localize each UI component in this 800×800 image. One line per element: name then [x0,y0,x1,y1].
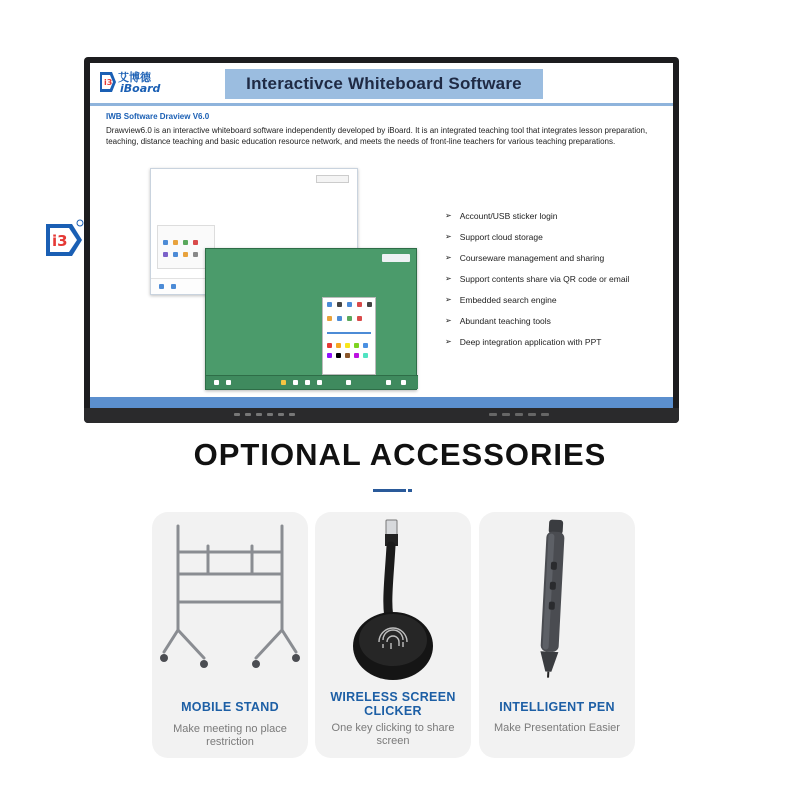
accessory-title: WIRELESS SCREEN CLICKER [330,690,456,718]
wireless-clicker-image [315,512,471,682]
accessory-description: One key clicking to share screen [331,722,455,747]
accessory-card-intelligent-pen [479,512,635,758]
software-title-band [225,69,543,99]
logo-chinese-text: 艾博德 [118,71,151,84]
display-screen [90,63,673,408]
arrow-icon: ➢ [445,295,452,304]
section-heading: OPTIONAL ACCESSORIES [193,437,607,472]
list-item: ➢ Support contents share via QR code or email [445,273,630,284]
arrow-icon: ➢ [445,211,452,220]
accessory-description: Make meeting no place restriction [173,723,287,748]
arrow-icon: ➢ [445,337,452,346]
accessory-title: MOBILE STAND [181,700,279,714]
accessory-card-wireless-clicker [315,512,471,758]
software-version-title: IWB Software Draview V6.0 [106,112,210,121]
heading-underline-dot [408,489,412,492]
heading-underline [373,489,406,492]
screen-header [90,63,673,103]
arrow-icon: ➢ [445,253,452,262]
mobile-stand-image [152,512,308,682]
list-item: ➢ Embedded search engine [445,294,557,305]
software-title: Interactivce Whiteboard Software [246,74,522,93]
header-divider [90,103,673,106]
accessory-description: Make Presentation Easier [494,722,620,734]
svg-text:i3: i3 [52,232,68,250]
interactive-display [84,57,679,423]
accessory-card-mobile-stand [152,512,308,758]
list-item: ➢ Abundant teaching tools [445,315,551,326]
whiteboard-ui-screenshot-green [205,248,417,390]
i3-badge-icon [42,218,86,262]
arrow-icon: ➢ [445,274,452,283]
front-ports [489,413,549,416]
arrow-icon: ➢ [445,316,452,325]
intelligent-pen-image [479,512,635,682]
iboard-logo-icon [98,70,118,94]
svg-text:i3: i3 [104,78,113,87]
list-item: ➢ Account/USB sticker login [445,210,558,221]
list-item: ➢ Courseware management and sharing [445,252,605,263]
feature-list [445,205,629,352]
software-description: Drawview6.0 is an interactive whiteboard software independently developed by iBoard. It is an integrated teaching tool that integrates lesson preparation, teaching, distance teaching and basic education resource network, and meets the needs of front-line teachers for various teaching preparations. [106,126,648,146]
iboard-logo [98,67,161,99]
list-item: ➢ Deep integration application with PPT [445,336,602,347]
arrow-icon: ➢ [445,232,452,241]
monitor-bottom-bezel [84,408,679,423]
accessory-title: INTELLIGENT PEN [499,700,615,714]
front-buttons [234,413,295,416]
screen-footer-bar [90,397,673,408]
logo-english-text: iBoard [120,82,161,95]
list-item: ➢ Support cloud storage [445,231,543,242]
